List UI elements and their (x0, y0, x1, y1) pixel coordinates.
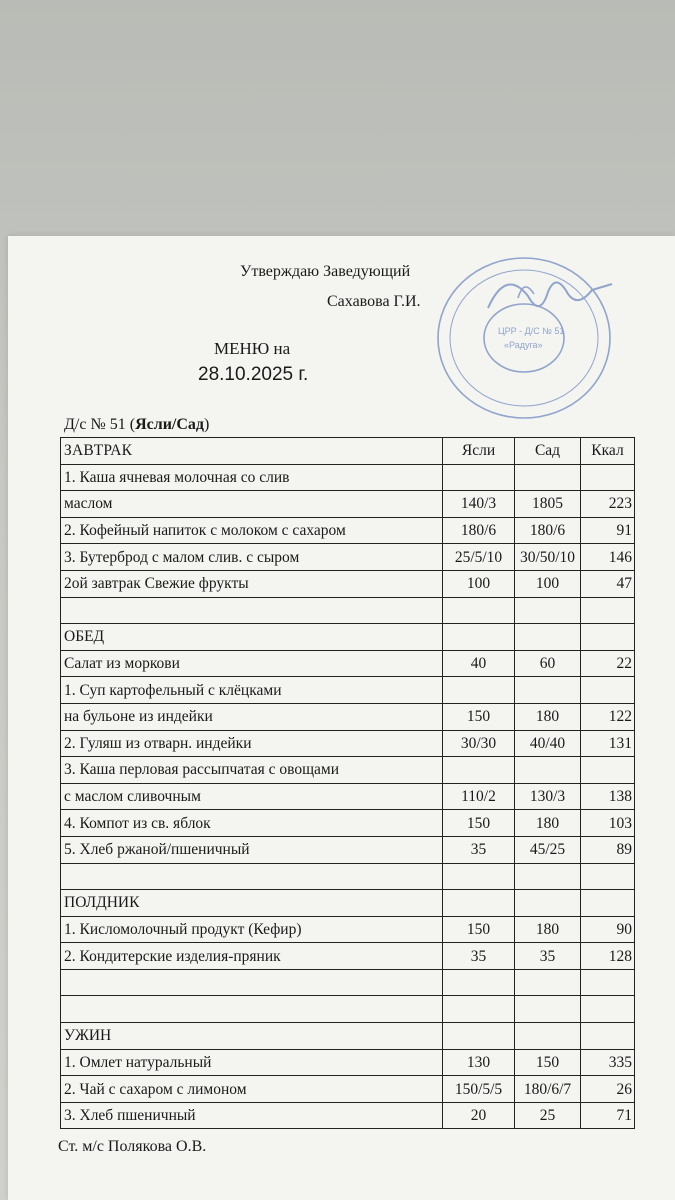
table-row (61, 863, 635, 890)
kcal-cell: 26 (581, 1076, 635, 1103)
table-row (61, 517, 635, 544)
kcal-cell (581, 1023, 635, 1050)
kcal-cell: 89 (581, 836, 635, 863)
kcal-cell (581, 624, 635, 651)
dish-cell: 3. Каша перловая рассыпчатая с овощами (61, 757, 443, 784)
table-row (61, 1049, 635, 1076)
table-row (61, 969, 635, 996)
kcal-cell: 146 (581, 544, 635, 571)
nursery-cell: 40 (443, 650, 515, 677)
nursery-cell (443, 996, 515, 1023)
table-row (61, 890, 635, 917)
nursery-cell: 20 (443, 1102, 515, 1129)
table-row (61, 996, 635, 1023)
kindergarten-cell: 1805 (515, 491, 581, 518)
kindergarten-cell: 45/25 (515, 836, 581, 863)
nursery-cell: 150 (443, 810, 515, 837)
kindergarten-cell: 180 (515, 810, 581, 837)
table-row (61, 624, 635, 651)
kcal-cell (581, 969, 635, 996)
dish-cell: 2. Чай с сахаром с лимоном (61, 1076, 443, 1103)
kcal-cell: 71 (581, 1102, 635, 1129)
table-row (61, 1102, 635, 1129)
kcal-cell (581, 757, 635, 784)
dish-cell: маслом (61, 491, 443, 518)
dish-cell (61, 996, 443, 1023)
table-row (61, 544, 635, 571)
dish-cell: ОБЕД (61, 624, 443, 651)
nursery-cell: 35 (443, 943, 515, 970)
department-line (64, 416, 209, 434)
approval-line: Утверждаю Заведующий (240, 263, 411, 280)
dish-cell: Салат из моркови (61, 650, 443, 677)
table-row (61, 943, 635, 970)
nursery-cell: 140/3 (443, 491, 515, 518)
nursery-cell (443, 464, 515, 491)
table-row (61, 703, 635, 730)
kindergarten-cell (515, 597, 581, 624)
dish-cell: 5. Хлеб ржаной/пшеничный (61, 836, 443, 863)
kcal-cell: 90 (581, 916, 635, 943)
kindergarten-cell: 100 (515, 570, 581, 597)
dish-cell: 4. Компот из св. яблок (61, 810, 443, 837)
nursery-cell: 35 (443, 836, 515, 863)
dish-cell: 2ой завтрак Свежие фрукты (61, 570, 443, 597)
dept-suffix: ) (204, 416, 210, 433)
stamp-center-text: ЦРР - Д/С № 51 (498, 326, 565, 336)
table-row (61, 1076, 635, 1103)
nursery-cell: 100 (443, 570, 515, 597)
header-section: ЗАВТРАК (61, 438, 443, 465)
dish-cell: 3. Бутерброд с малом слив. с сыром (61, 544, 443, 571)
kcal-cell: 91 (581, 517, 635, 544)
nursery-cell (443, 863, 515, 890)
kcal-cell: 128 (581, 943, 635, 970)
table-header-row (61, 438, 635, 465)
dish-cell: УЖИН (61, 1023, 443, 1050)
dish-cell: с маслом сливочным (61, 783, 443, 810)
dish-cell: 2. Гуляш из отварн. индейки (61, 730, 443, 757)
nursery-cell (443, 677, 515, 704)
table-row (61, 464, 635, 491)
table-row (61, 1023, 635, 1050)
kindergarten-cell (515, 677, 581, 704)
dish-cell (61, 863, 443, 890)
kindergarten-cell (515, 890, 581, 917)
dish-cell: 2. Кофейный напиток с молоком с сахаром (61, 517, 443, 544)
kindergarten-cell: 30/50/10 (515, 544, 581, 571)
kindergarten-cell: 60 (515, 650, 581, 677)
nursery-cell: 150/5/5 (443, 1076, 515, 1103)
nursery-cell: 180/6 (443, 517, 515, 544)
kcal-cell (581, 464, 635, 491)
dish-cell: 1. Суп картофельный с клёцками (61, 677, 443, 704)
kcal-cell (581, 890, 635, 917)
table-row (61, 677, 635, 704)
table-row (61, 570, 635, 597)
kindergarten-cell: 40/40 (515, 730, 581, 757)
table-row (61, 491, 635, 518)
kindergarten-cell (515, 757, 581, 784)
kcal-cell (581, 863, 635, 890)
kcal-cell: 138 (581, 783, 635, 810)
kindergarten-cell (515, 969, 581, 996)
kcal-cell (581, 677, 635, 704)
dish-cell (61, 597, 443, 624)
kcal-cell: 335 (581, 1049, 635, 1076)
stamp-sub-text: «Радуга» (504, 340, 543, 350)
kindergarten-cell (515, 624, 581, 651)
kindergarten-cell: 180/6 (515, 517, 581, 544)
menu-title: МЕНЮ на (214, 339, 291, 358)
kindergarten-cell (515, 863, 581, 890)
kindergarten-cell: 25 (515, 1102, 581, 1129)
dish-cell: ПОЛДНИК (61, 890, 443, 917)
kcal-cell (581, 597, 635, 624)
menu-table (60, 437, 635, 1129)
dish-cell: на бульоне из индейки (61, 703, 443, 730)
approver-name: Сахавова Г.И. (327, 293, 421, 310)
nursery-cell: 130 (443, 1049, 515, 1076)
nursery-cell (443, 757, 515, 784)
table-row (61, 597, 635, 624)
kcal-cell: 122 (581, 703, 635, 730)
table-row (61, 730, 635, 757)
table-row (61, 810, 635, 837)
kindergarten-cell: 130/3 (515, 783, 581, 810)
table-row (61, 650, 635, 677)
dish-cell: 1. Омлет натуральный (61, 1049, 443, 1076)
dish-cell: 3. Хлеб пшеничный (61, 1102, 443, 1129)
table-row (61, 916, 635, 943)
nursery-cell: 25/5/10 (443, 544, 515, 571)
dish-cell: 2. Кондитерские изделия-пряник (61, 943, 443, 970)
kindergarten-cell (515, 996, 581, 1023)
kcal-cell: 131 (581, 730, 635, 757)
kindergarten-cell: 180 (515, 703, 581, 730)
dept-prefix: Д/с № 51 ( (64, 416, 136, 433)
nursery-cell (443, 1023, 515, 1050)
table-row (61, 757, 635, 784)
kindergarten-cell (515, 1023, 581, 1050)
kcal-cell: 223 (581, 491, 635, 518)
dish-cell (61, 969, 443, 996)
kcal-cell (581, 996, 635, 1023)
header-kcal: Ккал (581, 438, 635, 465)
table-row (61, 783, 635, 810)
header-nursery: Ясли (443, 438, 515, 465)
official-stamp (428, 248, 616, 424)
nursery-cell (443, 890, 515, 917)
nursery-cell (443, 597, 515, 624)
nursery-cell (443, 624, 515, 651)
kindergarten-cell (515, 464, 581, 491)
menu-date: 28.10.2025 г. (198, 364, 309, 385)
kcal-cell: 103 (581, 810, 635, 837)
kcal-cell: 22 (581, 650, 635, 677)
table-row (61, 836, 635, 863)
dish-cell: 1. Каша ячневая молочная со слив (61, 464, 443, 491)
kindergarten-cell: 180 (515, 916, 581, 943)
header-kindergarten: Сад (515, 438, 581, 465)
nursery-cell: 110/2 (443, 783, 515, 810)
kcal-cell: 47 (581, 570, 635, 597)
kindergarten-cell: 180/6/7 (515, 1076, 581, 1103)
dish-cell: 1. Кисломолочный продукт (Кефир) (61, 916, 443, 943)
nursery-cell (443, 969, 515, 996)
nursery-cell: 150 (443, 703, 515, 730)
dept-group: Ясли/Сад (135, 416, 205, 433)
kindergarten-cell: 35 (515, 943, 581, 970)
head-nurse-signature-line: Ст. м/с Полякова О.В. (58, 1138, 207, 1155)
kindergarten-cell: 150 (515, 1049, 581, 1076)
nursery-cell: 150 (443, 916, 515, 943)
nursery-cell: 30/30 (443, 730, 515, 757)
